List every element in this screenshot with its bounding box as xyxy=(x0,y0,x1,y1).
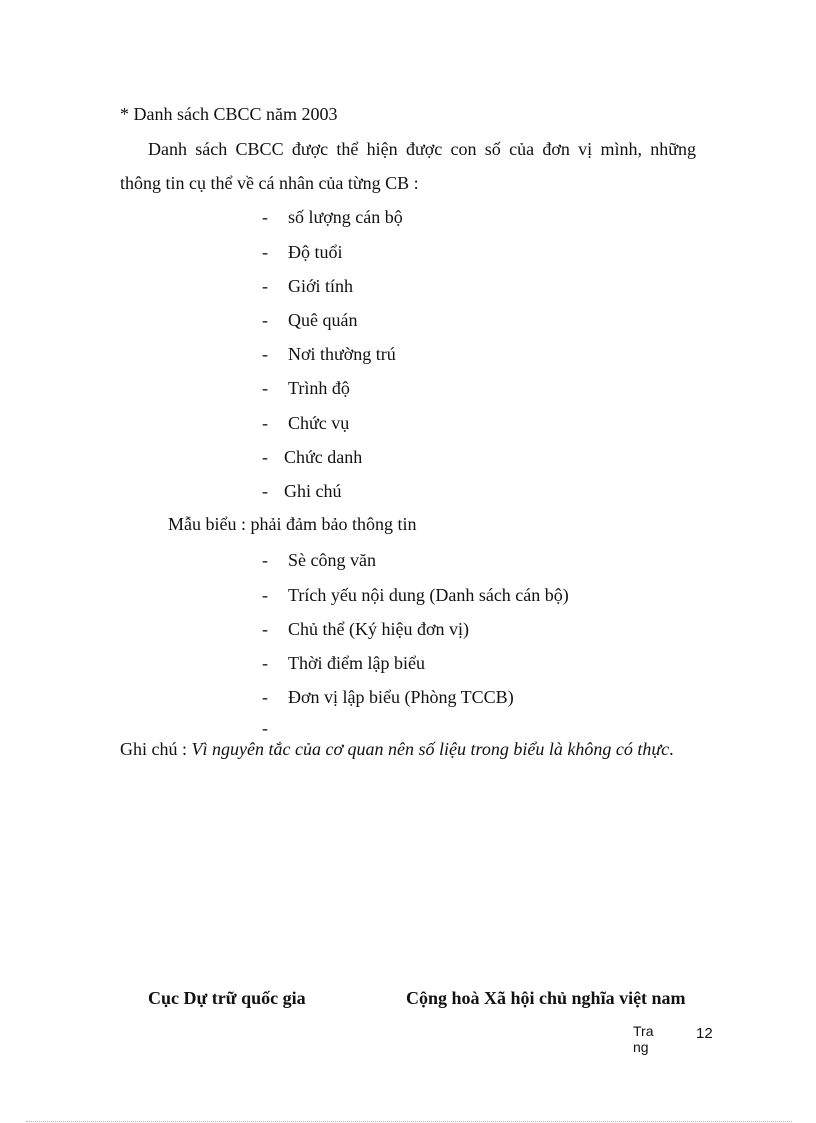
note-line xyxy=(120,739,674,760)
list-item-text: Ghi chú xyxy=(284,481,342,501)
list-dash: - xyxy=(262,207,268,227)
list-dash: - xyxy=(262,413,268,433)
footer-agency: Cục Dự trữ quốc gia xyxy=(148,988,306,1008)
note-end: . xyxy=(669,739,674,759)
list-item xyxy=(262,242,343,263)
list-item xyxy=(262,653,425,674)
note-label: Ghi chú : xyxy=(120,739,187,759)
list-item xyxy=(262,550,376,571)
list-item-text: Chức vụ xyxy=(288,413,350,433)
list-dash: - xyxy=(262,276,268,296)
list-item xyxy=(262,413,349,434)
list-dash: - xyxy=(262,310,268,330)
list-dash: - xyxy=(262,378,268,398)
list-item xyxy=(262,447,362,468)
list-dash: - xyxy=(262,585,268,605)
list-item xyxy=(262,481,342,502)
list-item xyxy=(262,619,469,640)
list-item xyxy=(262,378,350,399)
list-item xyxy=(262,344,396,365)
list-item xyxy=(262,310,357,331)
list-item-text: Chủ thể (Ký hiệu đơn vị) xyxy=(288,619,469,639)
list-dash: - xyxy=(262,653,268,673)
page-bottom-rule xyxy=(26,1121,792,1122)
list-item-text: Giới tính xyxy=(288,276,354,296)
footer-republic: Cộng hoà Xã hội chủ nghĩa việt nam xyxy=(406,988,686,1008)
list-item-text: Trích yếu nội dung (Danh sách cán bộ) xyxy=(288,585,569,605)
list-item-text: số lượng cán bộ xyxy=(288,207,403,227)
list-item-text: Sè công văn xyxy=(288,550,376,570)
list-item xyxy=(262,585,569,606)
list-item xyxy=(262,276,353,297)
list-dash: - xyxy=(262,687,268,707)
list-item-text: Quê quán xyxy=(288,310,358,330)
list-dash: - xyxy=(262,242,268,262)
list-dash: - xyxy=(262,550,268,570)
form-requirements-lead: Mẫu biểu : phải đảm bảo thông tin xyxy=(168,514,417,534)
list-dash: - xyxy=(262,447,268,467)
empty-list-dash: - xyxy=(262,718,268,738)
list-item xyxy=(262,207,403,228)
list-dash: - xyxy=(262,344,268,364)
list-item-text: Nơi thường trú xyxy=(288,344,396,364)
intro-paragraph-line-1: Danh sách CBCC được thể hiện được con số của đơn vị mình, những xyxy=(148,139,696,159)
list-item-text: Trình độ xyxy=(288,378,350,398)
list-item-text: Thời điểm lập biểu xyxy=(288,653,425,673)
page-label: Trang xyxy=(633,1023,654,1055)
section-heading: * Danh sách CBCC năm 2003 xyxy=(120,104,338,124)
intro-paragraph-line-2: thông tin cụ thể về cá nhân của từng CB : xyxy=(120,173,419,193)
list-dash: - xyxy=(262,619,268,639)
list-item-text: Đơn vị lập biểu (Phòng TCCB) xyxy=(288,687,514,707)
note-text: Vì nguyên tắc của cơ quan nên số liệu trong biểu là không có thực xyxy=(191,739,670,759)
list-item xyxy=(262,687,514,708)
page-number: 12 xyxy=(696,1025,713,1042)
list-item-text: Độ tuổi xyxy=(288,242,343,262)
list-item-text: Chức danh xyxy=(284,447,363,467)
list-dash: - xyxy=(262,481,268,501)
